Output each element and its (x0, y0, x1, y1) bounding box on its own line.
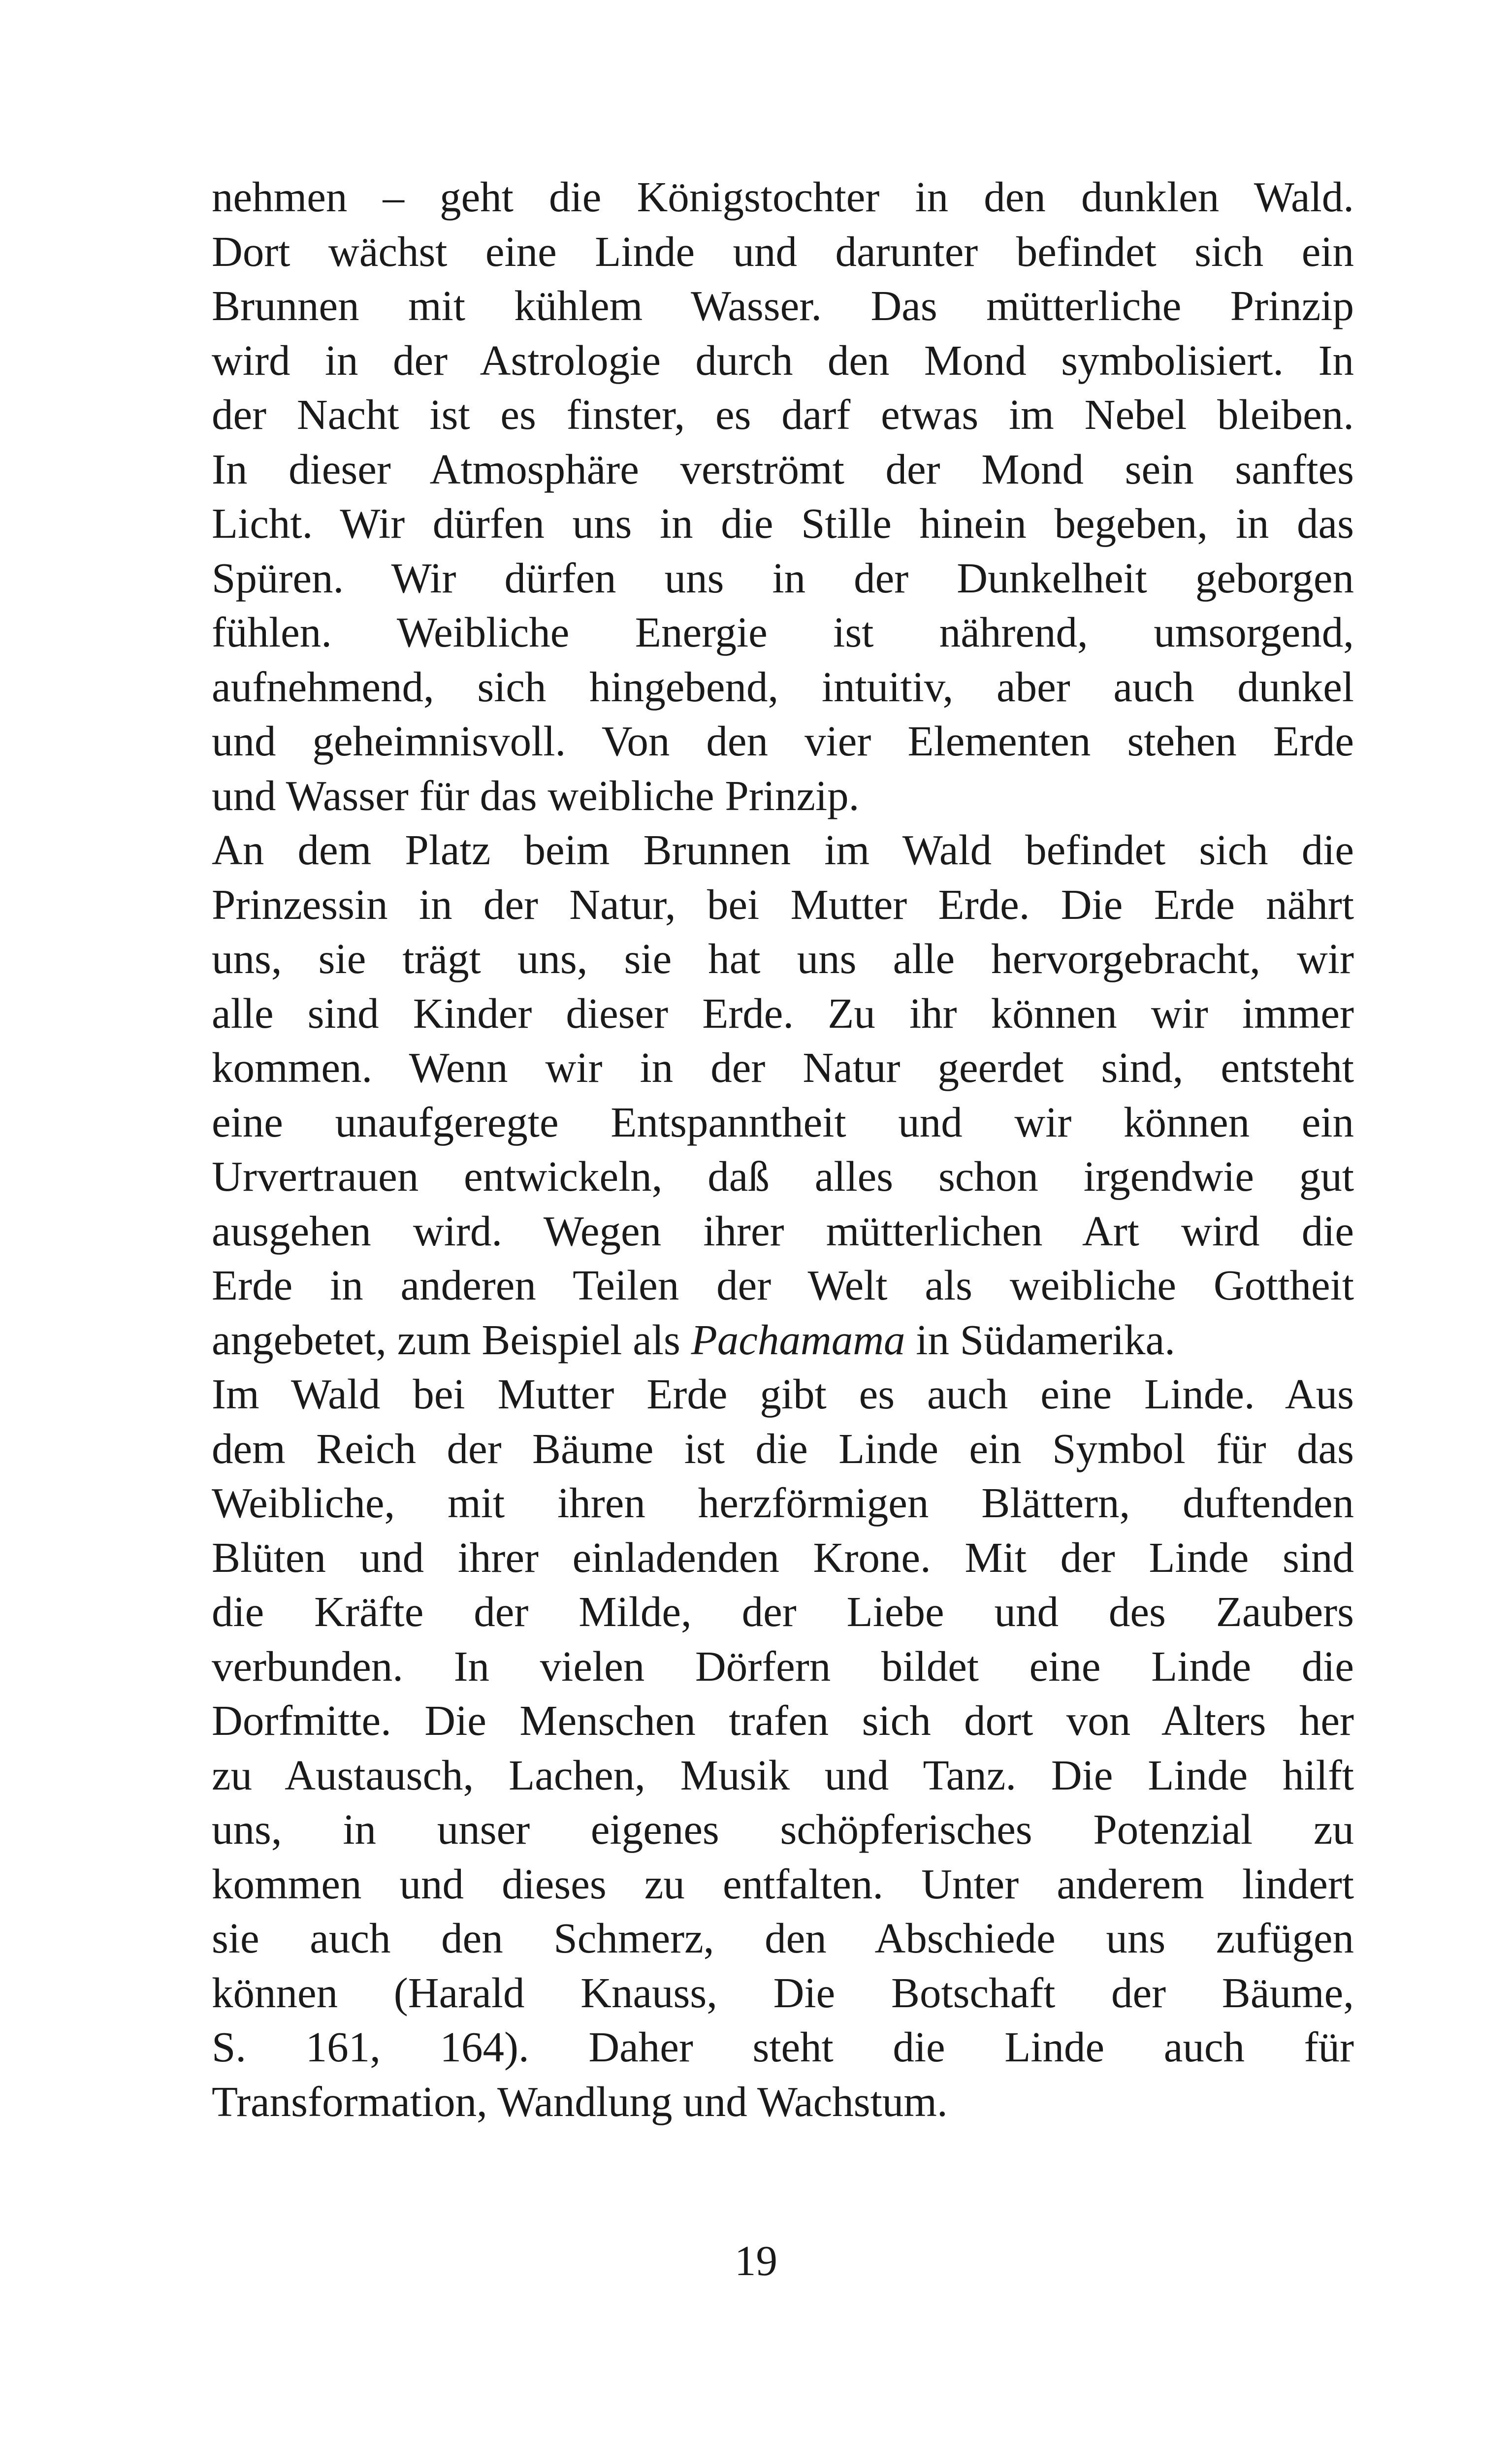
text-line: In dieser Atmosphäre verströmt der Mond sein sanftes (212, 445, 1354, 493)
text-segment: angebetet, zum Beispiel als (212, 1315, 691, 1364)
text-line: zu Austausch, Lachen, Musik und Tanz. Die Linde hilft (212, 1751, 1354, 1799)
text-line: An dem Platz beim Brunnen im Wald befindet sich die (212, 826, 1354, 874)
text-line: Weibliche, mit ihren herzförmigen Blättern, duftenden (212, 1479, 1354, 1527)
text-segment: in Südamerika. (905, 1315, 1176, 1364)
text-line: sie auch den Schmerz, den Abschiede uns zufügen (212, 1914, 1354, 1962)
text-line: kommen und dieses zu entfalten. Unter anderem lindert (212, 1859, 1354, 1908)
text-line: der Nacht ist es finster, es darf etwas im Nebel bleiben. (212, 391, 1354, 438)
text-line: verbunden. In vielen Dörfern bildet eine Linde die (212, 1642, 1354, 1690)
text-line: Licht. Wir dürfen uns in die Stille hinein begeben, in das (212, 499, 1354, 547)
text-line: eine unaufgeregte Entspanntheit und wir können ein (212, 1098, 1354, 1146)
text-line: und geheimnisvoll. Von den vier Elementen stehen Erde (212, 717, 1354, 765)
text-line: und Wasser für das weibliche Prinzip. (212, 771, 860, 819)
text-line: Im Wald bei Mutter Erde gibt es auch eine Linde. Aus (212, 1370, 1354, 1418)
text-line: Erde in anderen Teilen der Welt als weibliche Gottheit (212, 1261, 1354, 1309)
body-text (212, 170, 1354, 2129)
text-line: ausgehen wird. Wegen ihrer mütterlichen Art wird die (212, 1206, 1354, 1255)
text-line: können (Harald Knauss, Die Botschaft der Bäume, (212, 1968, 1354, 2017)
text-line: kommen. Wenn wir in der Natur geerdet sind, entsteht (212, 1043, 1354, 1091)
text-line: uns, sie trägt uns, sie hat uns alle hervorgebracht, wir (212, 935, 1354, 982)
text-line: Spüren. Wir dürfen uns in der Dunkelheit geborgen (212, 554, 1354, 602)
text-line (212, 1313, 1354, 1368)
text-line: alle sind Kinder dieser Erde. Zu ihr können wir immer (212, 989, 1354, 1037)
text-line: uns, in unser eigenes schöpferisches Potenzial zu (212, 1805, 1354, 1853)
text-line: wird in der Astrologie durch den Mond symbolisiert. In (212, 336, 1354, 384)
italic-term: Pachamama (691, 1315, 905, 1364)
text-line: Brunnen mit kühlem Wasser. Das mütterliche Prinzip (212, 282, 1354, 329)
text-line: Prinzessin in der Natur, bei Mutter Erde. Die Erde nährt (212, 880, 1354, 928)
text-line: die Kräfte der Milde, der Liebe und des Zaubers (212, 1588, 1354, 1635)
text-line: Dorfmitte. Die Menschen trafen sich dort von Alters her (212, 1696, 1354, 1744)
text-line: fühlen. Weibliche Energie ist nährend, umsorgend, (212, 608, 1354, 656)
text-line: Dort wächst eine Linde und darunter befindet sich ein (212, 227, 1354, 275)
text-line: Blüten und ihrer einladenden Krone. Mit der Linde sind (212, 1533, 1354, 1581)
page-number: 19 (735, 2237, 777, 2284)
text-line: Transformation, Wandlung und Wachstum. (212, 2077, 948, 2125)
text-line: nehmen – geht die Königstochter in den dunklen Wald. (212, 173, 1354, 221)
text-line: Urvertrauen entwickeln, daß alles schon irgendwie gut (212, 1152, 1354, 1200)
text-line: S. 161, 164). Daher steht die Linde auch für (212, 2023, 1354, 2071)
text-line: dem Reich der Bäume ist die Linde ein Symbol für das (212, 1424, 1354, 1472)
text-line: aufnehmend, sich hingebend, intuitiv, aber auch dunkel (212, 662, 1354, 711)
